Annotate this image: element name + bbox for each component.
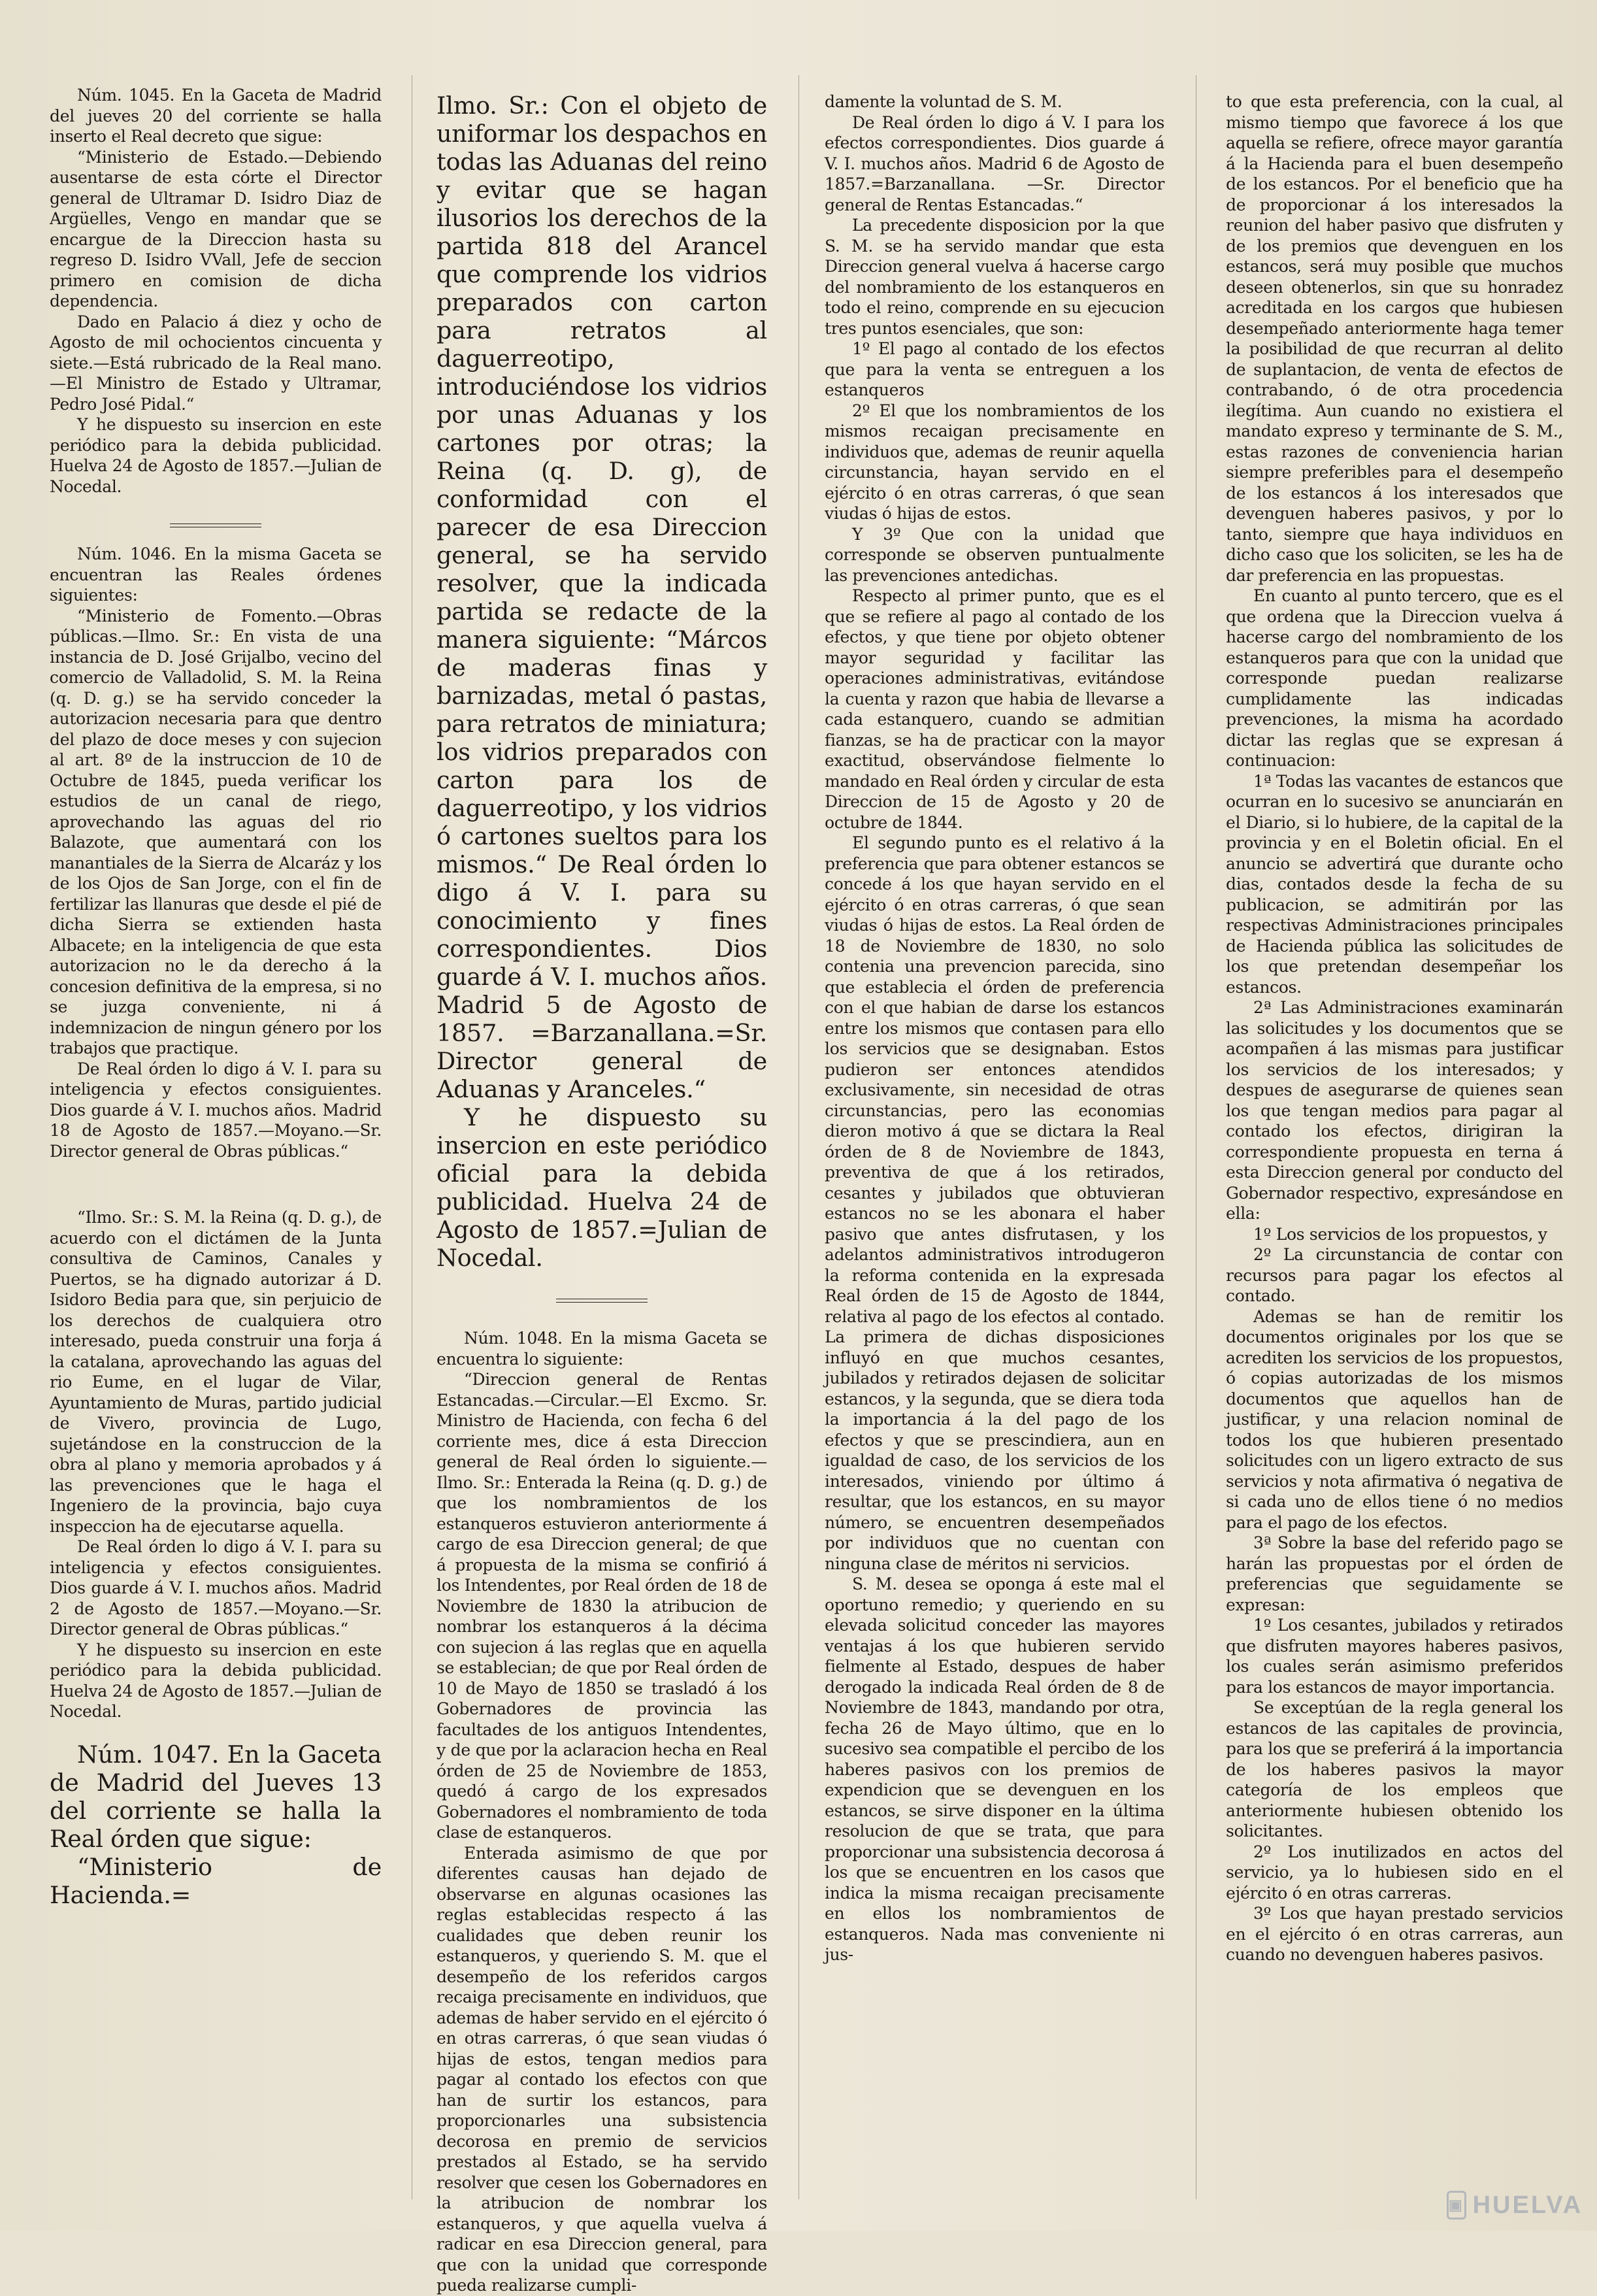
article-1047-heading: Núm. 1047. En la Gaceta de Madrid del Jueves 13 del corriente se halla la Real órden que sigue: [50, 1740, 382, 1853]
article-1048-text: En cuanto al punto tercero, que es el que ordena que la Direccion vuelva á hacerse cargo del nombramiento de los estanqueros para que con la unidad que corresponde puedan realizarse cumplidamente las indicadas prevenciones, la misma ha acordado dictar las reglas que se expresan á continuacion: [1226, 586, 1563, 770]
article-1046-order: Y he dispuesto su insercion en este periódico para la debida publicidad. Huelva 24 de Agosto de 1857.—Julian de Nocedal. [50, 1640, 382, 1721]
article-1047-body: Ilmo. Sr.: Con el objeto de uniformar los despachos en todas las Aduanas del reino y evitar que se hagan ilusorios los derechos de la partida 818 del Arancel que comprende los vidrios preparados con carton para retratos al daguerreotipo, introduciéndose los vidrios por unas Aduanas y los cartones por otras; la Reina (q. D. g), de conformidad con el parecer de esa Direccion general, se ha servido resolver, que la indicada partida se redacte de la manera siguiente: “Márcos de maderas finas y barnizadas, metal ó pastas, para retratos de miniatura; los vidrios preparados con carton para los de daguerreotipo, y los vidrios ó cartones sueltos para los mismos.“ De Real órden lo digo á V. I. para su conocimiento y fines correspondientes. Dios guarde á V. I. muchos años. Madrid 5 de Agosto de 1857. =Barzanallana.=Sr. Director general de Aduanas y Aranceles.“ [436, 92, 768, 1103]
library-logo-icon: ▣ [1447, 2191, 1466, 2220]
section-separator [50, 515, 382, 535]
column-2 [436, 92, 768, 2295]
rule-item: 1º Los cesantes, jubilados y retirados que disfruten mayores haberes pasivos, los cuales serán asimismo preferidos para los estancos de mayor importancia. [1226, 1616, 1563, 1697]
article-1048-text: El segundo punto es el relativo á la preferencia que para obtener estancos se concede á los que hayan servido en el ejército ó en otras carreras, ó que sean viudas ó hijas de estos. La Real órden de 18 de Noviembre de 1830, no solo contenia una prevencion parecida, sino que establecia el órden de preferencia con el que habian de darse los estancos entre los mismos que contasen para ello los servicios que se designaban. Estos pudieron ser entonces atendidos exclusivamente, sin necesidad de otras circunstancias, pero las economias dieron motivo á que se dictara la Real órden de 8 de Noviembre de 1843, preventiva de que á los retirados, cesantes y jubilados que obtuvieran estancos no se les abonara el haber pasivo que antes disfrutasen, y los adelantos administrativos introdugeron la reforma contenida en la expresada Real órden de 15 de Agosto de 1844, relativa al pago de los efectos al contado. La primera de dichas disposiciones influyó en que muchos cesantes, jubilados y retirados dejasen de solicitar estancos, y la segunda, que se diera toda la importancia á la del pago de los efectos y que se prescindiera, aun en igualdad de caso, de los servicios de los interesados, viniendo por último á resultar, que los estancos, en su mayor número, se encuentren desempeñados por individuos que no cuentan con ninguna clase de méritos ni servicios. [825, 833, 1164, 1573]
article-1045-heading: Núm. 1045. En la Gaceta de Madrid del jueves 20 del corriente se halla inserto el Real decreto que sigue: [50, 86, 382, 146]
article-1048-paragraph: “Direccion general de Rentas Estancadas.—Circular.—El Excmo. Sr. Ministro de Hacienda, con fecha 6 del corriente mes, dice á esta Direccion general de Real órden lo siguiente.—Ilmo. Sr.: Enterada la Reina (q. D. g.) de que los nombramientos de los estanqueros estuvieron anteriormente á cargo de esa Direccion general; de que á propuesta de la misma se confirió á los Intendentes, por Real órden de 18 de Noviembre de 1830 la atribucion de nombrar los estanqueros á la décima con sujecion á las reglas que en aquella se establecian; de que por Real órden de 10 de Mayo de 1850 se trasladó á los Gobernadores de provincia las facultades de los antiguos Intendentes, y de que por la aclaracion hecha en Real órden de 25 de Noviembre de 1853, quedó á cargo de los expresados Gobernadores el nombramiento de toda clase de estanqueros. [436, 1370, 767, 1842]
article-1046-paragraph: De Real órden lo digo á V. I. para su inteligencia y efectos consiguientes. Dios guarde á V. I. muchos años. Madrid 18 de Agosto de 1857.—Moyano.—Sr. Director general de Obras públicas.“ [50, 1059, 382, 1161]
article-1048-text: S. M. desea se oponga á este mal el oportuno remedio; y queriendo en su elevada solicitud conceder las mayores ventajas á los que hubieren servido fielmente al Estado, despues de haber derogado la indicada Real órden de 8 de Noviembre de 1843, mandando por otra, fecha 26 de Mayo último, que en lo sucesivo sea compatible el percibo de los haberes pasivos con los premios de expendicion que se devenguen en los estancos, se sirve disponer en la última resolucion de que se trata, que para proporcionar una subsistencia decorosa á los que se encuentren en los casos que indica la misma recaigan precisamente en ellos los nombramientos de estanqueros. Nada mas conveniente ni jus- [825, 1574, 1164, 1964]
article-1048-text: damente la voluntad de S. M. [825, 92, 1062, 111]
rule-item: 2º Los inutilizados en actos del servicio, ya lo hubiesen sido en el ejército ó en otras carreras. [1226, 1842, 1563, 1903]
watermark-text: HUELVA [1472, 2191, 1583, 2219]
article-1045-order: Y he dispuesto su insercion en este periódico para la debida publicidad. Huelva 24 de Agosto de 1857.—Julian de Nocedal. [50, 415, 382, 496]
rule-item: 1º Los servicios de los propuestos, y [1253, 1224, 1547, 1244]
article-1048-text: De Real órden lo digo á V. I para los efectos correspondientes. Dios guarde á V. I. muchos años. Madrid 6 de Agosto de 1857.=Barzanallana. —Sr. Director general de Rentas Estancadas.“ [825, 112, 1164, 214]
rule-item: 1ª Todas las vacantes de estancos que ocurran en lo sucesivo se anunciarán en el Diario, si lo hubiere, de la capital de la provincia y en el Boletin oficial. En el anuncio se advertirá que durante ocho dias, contados desde la fecha de su publicacion, se admitirán por las respectivas Administraciones principales de Hacienda pública las solicitudes de los que pretendan desempeñar los estancos. [1226, 771, 1563, 997]
article-1047-order: Y he dispuesto su insercion en este periódico oficial para la debida publicidad. Huelva 24 de Agosto de 1857.=Julian de Nocedal. [436, 1103, 767, 1272]
article-1048-heading: Núm. 1048. En la misma Gaceta se encuentra lo siguiente: [436, 1329, 767, 1369]
article-1045-decree: “Ministerio de Estado.—Debiendo ausentarse de esta córte el Director general de Ultramar D. Isidro Diaz de Argüelles, Vengo en mandar que se encargue de la Direccion hasta su regreso D. Isidro VVall, Jefe de seccion primero en comision de dicha dependencia. [50, 147, 382, 310]
article-1046-paragraph: De Real órden lo digo á V. I. para su inteligencia y efectos consiguientes. Dios guarde á V. I. muchos años. Madrid 2 de Agosto de 1857.—Moyano.—Sr. Director general de Obras públicas.“ [50, 1537, 382, 1639]
article-1046-paragraph: “Ilmo. Sr.: S. M. la Reina (q. D. g.), de acuerdo con el dictámen de la Junta consultiva de Caminos, Canales y Puertos, se ha dignado autorizar á D. Isidoro Bedia para que, sin perjuicio de los derechos de cualquiera otro interesado, pueda construir una forja á la catalana, aprovechando las aguas del rio Eume, en el lugar de Vilar, Ayuntamiento de Muras, partido judicial de Vivero, provincia de Lugo, sujetándose en la construccion de la obra al plano y memoria aprobados y á las prevenciones que le haga el Ingeniero de la provincia, bajo cuya inspeccion ha de ejecutarse aquella. [50, 1208, 382, 1536]
column-1 [50, 85, 382, 2189]
article-1048-text: Se exceptúan de la regla general los estancos de las capitales de provincia, para los que se preferirá á la importancia de los haberes pasivos la mayor categoría de los empleos que anteriormente hubiesen obtenido los solicitantes. [1226, 1698, 1563, 1840]
article-1048-text: to que esta preferencia, con la cual, al mismo tiempo que favorece á los que aquella se refiere, ofrece mayor garantía á la Hacienda para el buen desempeño de los estancos. Por el beneficio que ha de proporcionar á los interesados la reunion del haber pasivo que disfruten y de los premios que devenguen en los estancos, será muy posible que muchos deseen obtenerlos, sin que su honradez acreditada en los cargos que hubiesen desempeñado anteriormente haga temer la posibilidad de que recurran al delito de suplantacion, de venta de efectos de contrabando, ó de otra procedencia ilegítima. Aun cuando no existiera el mandato expreso y terminante de S. M., estas razones de conveniencia harian siempre preferibles para el desempeño de los estancos á los interesados que devenguen haberes pasivos, y por lo tanto, siempre que haya individuos en dicho caso que los soliciten, se les ha de dar preferencia en las propuestas. [1226, 92, 1563, 585]
article-1046-paragraph: “Ministerio de Fomento.—Obras públicas.—Ilmo. Sr.: En vista de una instancia de D. José Grijalbo, vecino del comercio de Valladolid, S. M. la Reina (q. D. g.) se ha servido conceder la autorizacion necesaria para que dentro del plazo de doce meses y con sujecion al art. 8º de la instruccion de 10 de Octubre de 1845, pueda verificar los estudios de un canal de riego, aprovechando las aguas del rio Balazote, que aumentará con los manantiales de la Sierra de Alcaráz y los de los Ojos de San Jorge, con el fin de fertilizar las llanuras que desde el pié de dicha Sierra se extienden hasta Albacete; en la inteligencia de que esta autorizacion no le da derecho á la concesion definitiva de la empresa, si no se juzga conveniente, ni á indemnizacion de ningun género por los trabajos que practique. [50, 606, 382, 1057]
article-1048-text: Respecto al primer punto, que es el que se refiere al pago al contado de los efectos, y que tiene por objeto obtener mayor seguridad y facilitar las operaciones administrativas, evitándose la cuenta y razon que habia de llevarse a cada estanquero, cuando se admitian fianzas, se ha de practicar con la mayor exactitud, observándose fielmente lo mandado en Real órden y circular de esta Direccion de 15 de Agosto y 20 de octubre de 1844. [825, 586, 1164, 832]
column-4 [1226, 92, 1563, 2196]
column-3 [825, 92, 1164, 2196]
article-1048-text: Ademas se han de remitir los documentos originales por los que se acrediten los servicios de los propuestos, ó copias autorizadas de los mismos documentos que aquellos han de justificar, y una relacion nominal de todos los que hubieren presentado solicitudes con un ligero extracto de sus servicios y nota afirmativa ó negativa de si cada uno de ellos tiene ó no medios para el pago de los efectos. [1226, 1306, 1563, 1532]
article-1048-paragraph: Enterada asimismo de que por diferentes causas han dejado de observarse en algunas ocasiones las reglas establecidas respecto á las cualidades que deben reunir los estanqueros, y queriendo S. M. que el desempeño de los referidos cargos recaiga precisamente en individuos, que ademas de haber servido en el ejército ó en otras carreras, ó que sean viudas ó hijas de estos, tengan medios para pagar al contado los efectos con que han de surtir los estancos, para proporcionarles una subsistencia decorosa en premio de servicios prestados al Estado, se ha servido resolver que cesen los Gobernadores en la atribucion de nombrar los estanqueros, y que aquella vuelva á radicar en esa Direccion general, para que con la unidad que corresponde pueda realizarse cumpli- [436, 1843, 767, 2295]
rule-item: 3ª Sobre la base del referido pago se harán las propuestas por el órden de preferencias que seguidamente se expresan: [1226, 1533, 1563, 1614]
rule-item: 2º La circunstancia de contar con recursos para pagar los efectos al contado. [1226, 1245, 1563, 1305]
article-1048-text: 1º El pago al contado de los efectos que para la venta se entreguen a los estanqueros [825, 339, 1164, 399]
rule-item: 3º Los que hayan prestado servicios en el ejército ó en otras carreras, aun cuando no devenguen haberes pasivos. [1226, 1904, 1563, 1964]
watermark [1448, 2182, 1583, 2228]
rule-item: 2ª Las Administraciones examinarán las solicitudes y los documentos que se acompañen á las mismas para justificar los servicios de los interesados; y despues de asegurarse de quienes sean los que tengan medios para pagar al contado los efectos, dirigiran la correspondiente propuesta en terna á esta Direccion general por conducto del Gobernador respectivo, expresándose en ella: [1226, 998, 1563, 1223]
column-divider [798, 75, 799, 2199]
article-1048-text: 2º El que los nombramientos de los mismos recaigan precisamente en individuos que, ademas de reunir aquella circunstancia, hayan servido en el ejército ó en otras carreras, ó que sean viudas ó hijas de estos. [825, 401, 1164, 523]
article-1045-date: Dado en Palacio á diez y ocho de Agosto de mil ochocientos cincuenta y siete.—Está rubricado de la Real mano.—El Ministro de Estado y Ultramar, Pedro José Pidal.“ [50, 312, 382, 414]
section-separator [436, 1290, 767, 1310]
article-1046-heading: Núm. 1046. En la misma Gaceta se encuentran las Reales órdenes siguientes: [50, 544, 382, 605]
article-1048-text: La precedente disposicion por la que S. M. se ha servido mandar que esta Direccion general vuelva á hacerse cargo del nombramiento de los estanqueros en todo el reino, comprende en su ejecucion tres puntos esenciales, que son: [825, 216, 1164, 338]
article-1048-text: Y 3º Que con la unidad que corresponde se observen puntualmente las prevenciones antedichas. [825, 524, 1164, 585]
article-1047-start: “Ministerio de Hacienda.= [50, 1852, 382, 1909]
